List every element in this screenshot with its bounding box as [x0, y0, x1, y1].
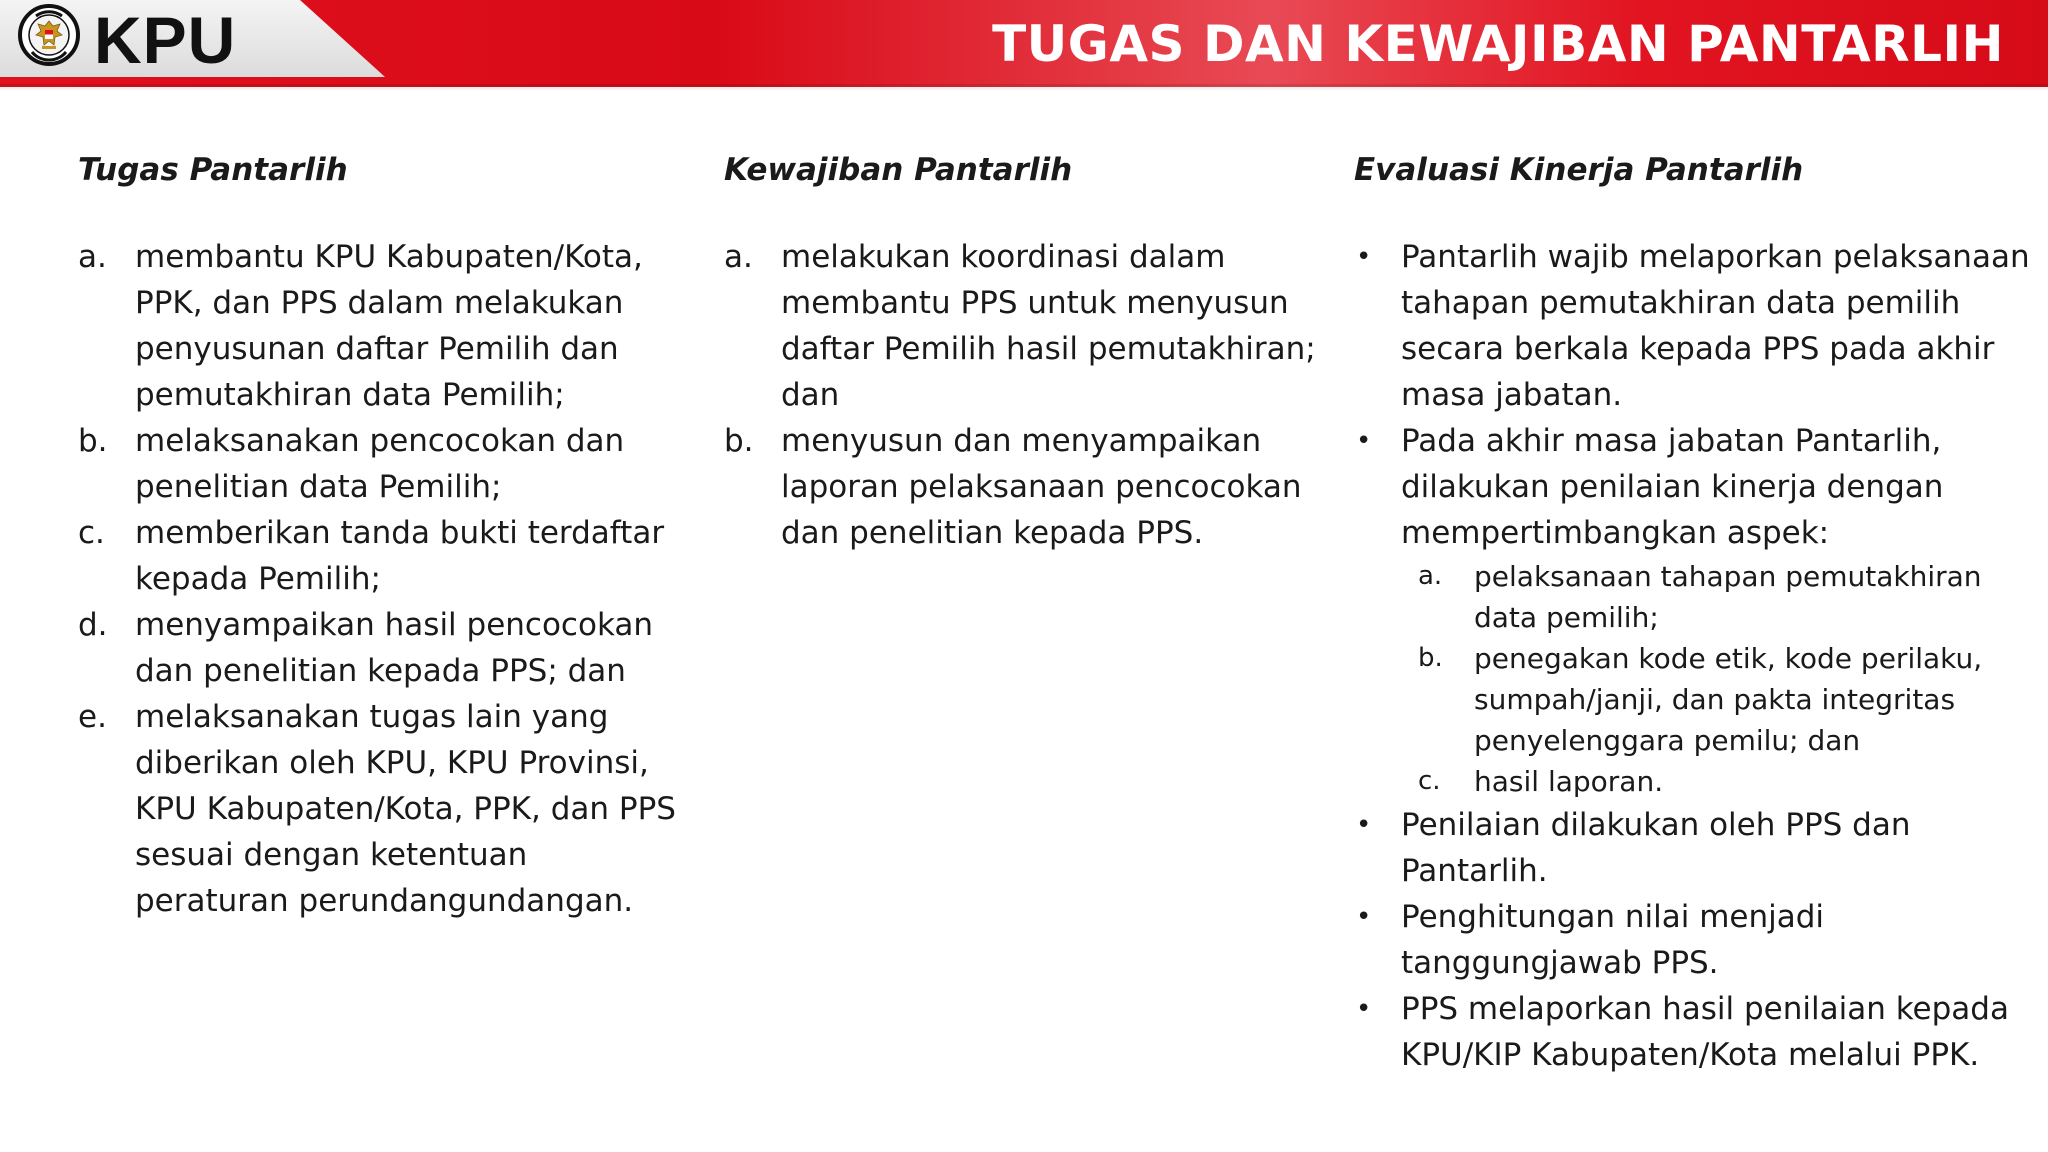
list-item-text: melaksanakan tugas lain yang diberikan oleh KPU, KPU Provinsi, KPU Kabupaten/Kota, PPK, dan PPS sesuai dengan ketentuan peraturan perundangundangan.	[135, 699, 676, 919]
list-marker: a.	[724, 239, 753, 275]
kpu-seal-icon	[18, 4, 80, 66]
column-title-kewajiban: Kewajiban Pantarlih	[724, 152, 1073, 188]
list-item	[78, 510, 688, 602]
list-item-text: Penghitungan nilai menjadi tanggungjawab PPS.	[1401, 899, 1825, 981]
sublist-marker: a.	[1418, 561, 1443, 591]
list-item	[724, 234, 1334, 418]
list-item-text: PPS melaporkan hasil penilaian kepada KPU/KIP Kabupaten/Kota melalui PPK.	[1401, 991, 2009, 1073]
list-item	[724, 418, 1334, 556]
aspek-sublist	[1354, 556, 2034, 802]
list-item	[78, 418, 688, 510]
list-item	[1354, 418, 2034, 802]
list-item	[1354, 986, 2034, 1078]
tugas-list	[78, 234, 688, 924]
sublist-item-text: hasil laporan.	[1474, 765, 1664, 798]
list-item-text: Penilaian dilakukan oleh PPS dan Pantarlih.	[1401, 807, 1911, 889]
sublist-item-text: penegakan kode etik, kode perilaku, sumpah/janji, dan pakta integritas penyelenggara pemilu; dan	[1474, 642, 1983, 757]
bullet-icon: •	[1356, 242, 1372, 272]
brand-name: KPU	[94, 3, 237, 77]
list-item-text: melakukan koordinasi dalam membantu PPS untuk menyusun daftar Pemilih hasil pemutakhiran; dan	[781, 239, 1316, 413]
sublist-item	[1354, 638, 2034, 761]
sublist-item	[1354, 556, 2034, 638]
column-title-evaluasi: Evaluasi Kinerja Pantarlih	[1354, 152, 1804, 188]
sublist-marker: c.	[1418, 766, 1441, 796]
sublist-item	[1354, 761, 2034, 802]
list-item-text: menyusun dan menyampaikan laporan pelaksanaan pencocokan dan penelitian kepada PPS.	[781, 423, 1302, 551]
list-item	[78, 694, 688, 924]
list-item	[1354, 234, 2034, 418]
list-item-text: Pantarlih wajib melaporkan pelaksanaan tahapan pemutakhiran data pemilih secara berkala kepada PPS pada akhir masa jabatan.	[1401, 239, 2030, 413]
sublist-item-text: pelaksanaan tahapan pemutakhiran data pemilih;	[1474, 560, 1982, 634]
list-marker: c.	[78, 515, 105, 551]
sublist-marker: b.	[1418, 643, 1443, 673]
list-item	[78, 234, 688, 418]
list-item-text: membantu KPU Kabupaten/Kota, PPK, dan PPS dalam melakukan penyusunan daftar Pemilih dan pemutakhiran data Pemilih;	[135, 239, 643, 413]
column-evaluasi	[1354, 148, 2034, 1078]
list-item	[78, 602, 688, 694]
header-bar	[0, 0, 2048, 90]
bullet-icon: •	[1356, 426, 1372, 456]
list-item	[1354, 894, 2034, 986]
column-title-tugas: Tugas Pantarlih	[78, 152, 348, 188]
list-item-text: Pada akhir masa jabatan Pantarlih, dilakukan penilaian kinerja dengan mempertimbangkan aspek:	[1401, 423, 1944, 551]
kpu-logo-icon	[18, 4, 80, 66]
header-shadow	[0, 84, 2048, 90]
kewajiban-list	[724, 234, 1334, 556]
bullet-icon: •	[1356, 810, 1372, 840]
list-marker: b.	[78, 423, 108, 459]
list-item-text: menyampaikan hasil pencocokan dan penelitian kepada PPS; dan	[135, 607, 653, 689]
list-marker: e.	[78, 699, 107, 735]
list-marker: b.	[724, 423, 754, 459]
list-item	[1354, 802, 2034, 894]
page-title: TUGAS DAN KEWAJIBAN PANTARLIH	[992, 15, 2004, 73]
list-item-text: memberikan tanda bukti terdaftar kepada Pemilih;	[135, 515, 665, 597]
evaluasi-list	[1354, 234, 2034, 1078]
list-item-text: melaksanakan pencocokan dan penelitian data Pemilih;	[135, 423, 625, 505]
list-marker: d.	[78, 607, 108, 643]
bullet-icon: •	[1356, 994, 1372, 1024]
column-kewajiban	[724, 148, 1334, 556]
column-tugas	[78, 148, 688, 924]
bullet-icon: •	[1356, 902, 1372, 932]
list-marker: a.	[78, 239, 107, 275]
